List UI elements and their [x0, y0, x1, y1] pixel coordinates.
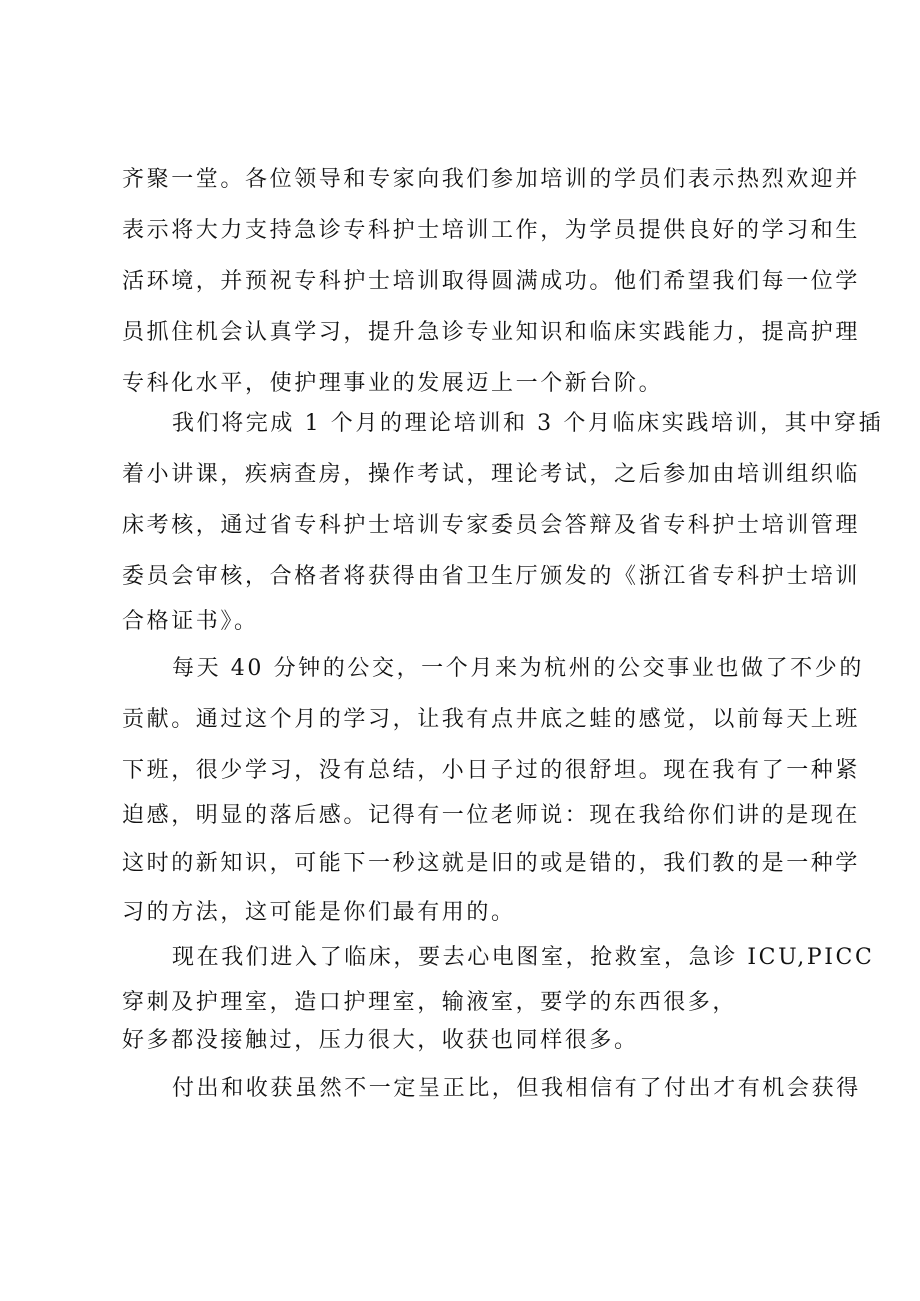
text-line: 表示将大力支持急诊专科护士培训工作，为学员提供良好的学习和生 — [122, 218, 861, 243]
text-line: 床考核，通过省专科护士培训专家委员会答辩及省专科护士培训管理 — [122, 513, 861, 538]
text-line: 专科化水平，使护理事业的发展迈上一个新台阶。 — [122, 371, 664, 396]
text-line: 我们将完成 1 个月的理论培训和 3 个月临床实践培训，其中穿插 — [172, 411, 884, 436]
text-line: 好多都没接触过，压力很大，收获也同样很多。 — [122, 1028, 639, 1053]
text-line: 每天 40 分钟的公交，一个月来为杭州的公交事业也做了不少的 — [172, 656, 864, 681]
text-line: 习的方法，这可能是你们最有用的。 — [122, 900, 516, 925]
text-line: 员抓住机会认真学习，提升急诊专业知识和临床实践能力，提高护理 — [122, 320, 861, 345]
text-line: 齐聚一堂。各位领导和专家向我们参加培训的学员们表示热烈欢迎并 — [122, 167, 861, 192]
text-line: 穿刺及护理室，造口护理室，输液室，要学的东西很多， — [122, 990, 738, 1015]
text-line: 这时的新知识，可能下一秒这就是旧的或是错的，我们教的是一种学 — [122, 851, 861, 876]
text-line: 迫感，明显的落后感。记得有一位老师说：现在我给你们讲的是现在 — [122, 803, 861, 828]
text-line: 贡献。通过这个月的学习，让我有点井底之蛙的感觉，以前每天上班 — [122, 707, 861, 732]
text-line: 现在我们进入了临床，要去心电图室，抢救室，急诊 ICU,PICC — [172, 945, 875, 970]
text-line: 付出和收获虽然不一定呈正比，但我相信有了付出才有机会获得 — [172, 1076, 861, 1101]
text-line: 下班，很少学习，没有总结，小日子过的很舒坦。现在我有了一种紧 — [122, 758, 861, 783]
text-line: 委员会审核，合格者将获得由省卫生厅颁发的《浙江省专科护士培训 — [122, 564, 861, 589]
text-line: 活环境，并预祝专科护士培训取得圆满成功。他们希望我们每一位学 — [122, 269, 861, 294]
text-line: 着小讲课，疾病查房，操作考试，理论考试，之后参加由培训组织临 — [122, 462, 861, 487]
text-line: 合格证书》。 — [122, 609, 259, 634]
